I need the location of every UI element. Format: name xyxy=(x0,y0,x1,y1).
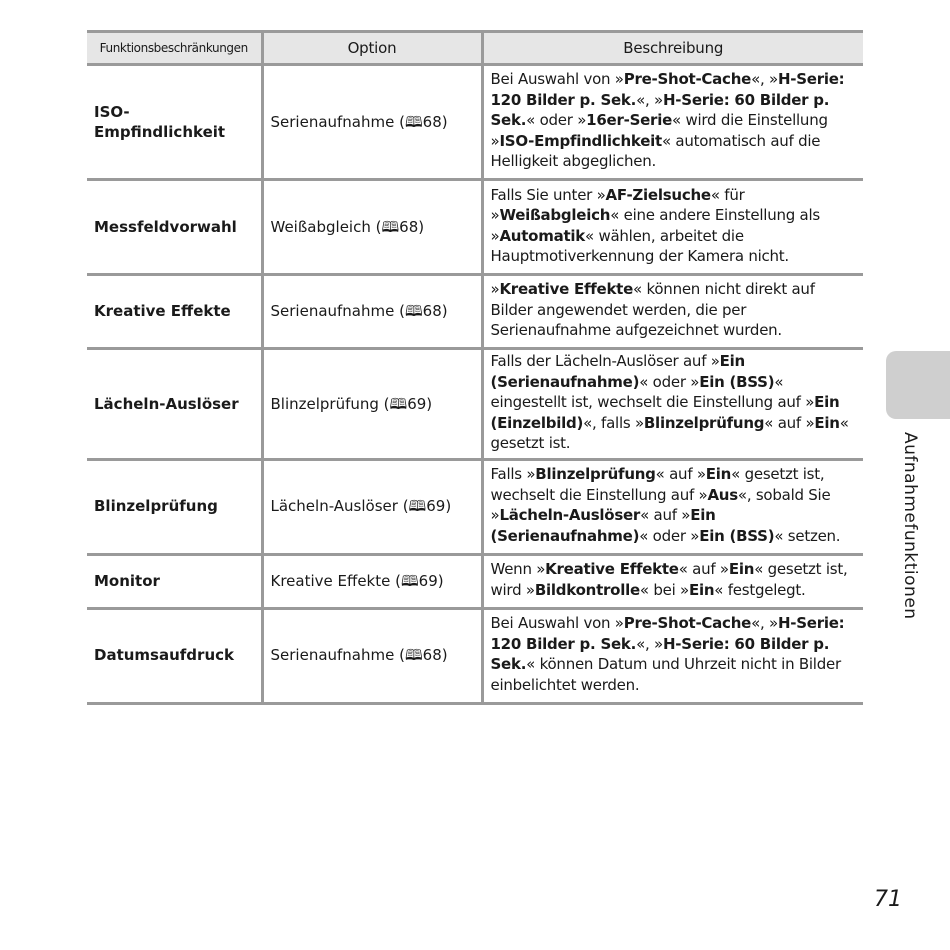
function-cell: Blinzelprüfung xyxy=(87,459,262,554)
option-cell: Lächeln-Auslöser (🕮69) xyxy=(262,459,482,554)
description-text: « auf » xyxy=(764,413,815,432)
description-text: « gesetzt ist, wird » xyxy=(490,560,848,599)
description-text: « eingestellt ist, wechselt die Einstellung auf » xyxy=(490,372,815,411)
description-bold-text: H-Serie: 60 Bilder p. Sek. xyxy=(490,90,830,130)
description-cell xyxy=(482,608,863,703)
description-text: Wenn » xyxy=(490,560,546,578)
description-text: « automatisch auf die Helligkeit abgeglichen. xyxy=(490,131,821,171)
description-text: « gesetzt ist, wechselt die Einstellung auf » xyxy=(490,465,825,504)
description-bold-text: 16er-Serie xyxy=(586,111,673,130)
description-text: «, sobald Sie » xyxy=(490,485,831,524)
description-text: » xyxy=(490,280,500,299)
option-cell: Weißabgleich (🕮68) xyxy=(262,180,482,275)
option-cell: Serienaufnahme (🕮68) xyxy=(262,608,482,703)
description-bold-text: Ein (BSS) xyxy=(699,526,775,545)
header-option: Option xyxy=(262,32,482,65)
function-cell: ISO-Empfindlichkeit xyxy=(87,65,262,180)
description-bold-text: Pre-Shot-Cache xyxy=(623,70,752,89)
description-text: « auf » xyxy=(640,506,691,524)
description-bold-text: Ein (BSS) xyxy=(699,372,775,391)
table-row xyxy=(87,65,863,180)
table-row xyxy=(87,459,863,554)
description-bold-text: Ein xyxy=(728,560,755,578)
description-cell xyxy=(482,180,863,275)
description-bold-text: H-Serie: 60 Bilder p. Sek. xyxy=(490,634,830,673)
table-row xyxy=(87,608,863,703)
section-label: Aufnahmefunktionen xyxy=(900,432,920,620)
description-text: « bei » xyxy=(639,580,689,599)
description-text: « wird die Einstellung » xyxy=(490,111,828,150)
section-tab xyxy=(886,351,950,419)
function-restrictions-table xyxy=(87,30,863,705)
page-number: 71 xyxy=(874,887,902,912)
description-text: Bei Auswahl von » xyxy=(490,614,624,632)
function-cell: Datumsaufdruck xyxy=(87,608,262,703)
description-text: « auf » xyxy=(655,465,706,483)
description-bold-text: Ein (Serienaufnahme) xyxy=(490,506,716,545)
description-text: « setzen. xyxy=(774,526,841,545)
description-text: «, » xyxy=(636,634,663,653)
description-text: Falls » xyxy=(490,465,536,483)
description-bold-text: Ein xyxy=(814,413,840,432)
description-text: « oder » xyxy=(526,111,587,130)
option-cell: Serienaufnahme (🕮68) xyxy=(262,275,482,349)
table-row xyxy=(87,554,863,608)
description-bold-text: Lächeln-Auslöser xyxy=(499,506,641,524)
option-cell: Kreative Effekte (🕮69) xyxy=(262,554,482,608)
description-text: « für » xyxy=(490,185,745,224)
description-cell xyxy=(482,275,863,349)
table-row xyxy=(87,275,863,349)
description-bold-text: H-Serie: 120 Bilder p. Sek. xyxy=(490,614,845,653)
description-bold-text: AF-Zielsuche xyxy=(605,185,711,204)
table-row xyxy=(87,180,863,275)
description-text: « festgelegt. xyxy=(714,580,806,599)
header-functions: Funktionsbeschränkungen xyxy=(87,32,262,65)
description-bold-text: Kreative Effekte xyxy=(499,280,634,299)
description-text: Bei Auswahl von » xyxy=(490,70,624,89)
description-text: Falls Sie unter » xyxy=(490,185,606,204)
description-text: «, falls » xyxy=(583,413,644,432)
description-bold-text: Ein (Serienaufnahme) xyxy=(490,352,745,391)
description-bold-text: Aus xyxy=(707,485,738,504)
description-text: « können nicht direkt auf Bilder angewendet werden, die per Serienaufnahme aufgezeichnet wurden. xyxy=(490,280,815,340)
description-bold-text: Ein (Einzelbild) xyxy=(490,393,840,432)
option-cell: Blinzelprüfung (🕮69) xyxy=(262,349,482,460)
description-bold-text: Bildkontrolle xyxy=(534,580,640,599)
description-text: « gesetzt ist. xyxy=(490,413,849,452)
description-bold-text: Weißabgleich xyxy=(499,206,611,224)
description-text: « oder » xyxy=(639,526,700,545)
description-text: « eine andere Einstellung als » xyxy=(490,206,820,245)
description-bold-text: H-Serie: 120 Bilder p. Sek. xyxy=(490,70,845,109)
description-text: « oder » xyxy=(639,372,700,391)
description-bold-text: Blinzelprüfung xyxy=(535,465,656,483)
description-cell xyxy=(482,459,863,554)
function-cell: Kreative Effekte xyxy=(87,275,262,349)
description-text: «, » xyxy=(751,614,778,632)
description-text: « wählen, arbeitet die Hauptmotiverkennung der Kamera nicht. xyxy=(490,226,789,265)
description-bold-text: Ein xyxy=(688,580,715,599)
description-bold-text: Automatik xyxy=(499,226,585,245)
description-text: Falls der Lächeln-Auslöser auf » xyxy=(490,352,720,370)
description-cell xyxy=(482,65,863,180)
description-text: «, » xyxy=(636,90,663,109)
description-bold-text: Pre-Shot-Cache xyxy=(623,614,752,632)
function-cell: Messfeldvorwahl xyxy=(87,180,262,275)
description-bold-text: Ein xyxy=(705,465,732,483)
table-header-row xyxy=(87,32,863,65)
description-bold-text: ISO-Empfindlichkeit xyxy=(499,131,662,150)
table-row xyxy=(87,349,863,460)
function-cell: Lächeln-Auslöser xyxy=(87,349,262,460)
function-cell: Monitor xyxy=(87,554,262,608)
description-text: « können Datum und Uhrzeit nicht in Bilder einbelichtet werden. xyxy=(490,655,841,694)
description-bold-text: Kreative Effekte xyxy=(545,560,679,578)
description-text: « auf » xyxy=(678,560,729,578)
description-text: «, » xyxy=(751,70,778,89)
option-cell: Serienaufnahme (🕮68) xyxy=(262,65,482,180)
description-bold-text: Blinzelprüfung xyxy=(643,413,765,432)
header-description: Beschreibung xyxy=(482,32,863,65)
description-cell xyxy=(482,554,863,608)
description-cell xyxy=(482,349,863,460)
